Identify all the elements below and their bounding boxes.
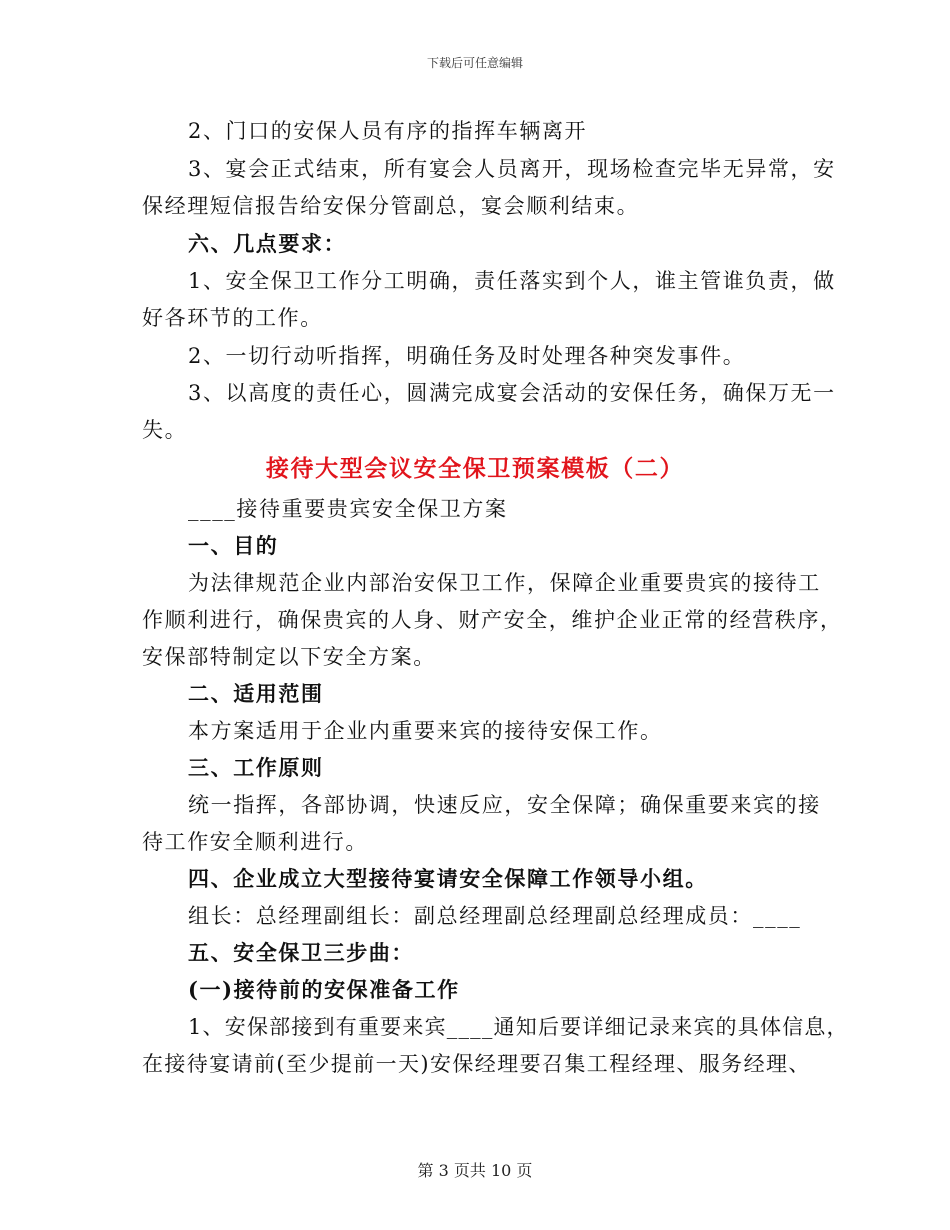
section-heading: 五、安全保卫三步曲： <box>188 940 414 965</box>
paragraph-line: 待工作安全顺利进行。 <box>142 830 368 854</box>
paragraph-line: 1、安全保卫工作分工明确，责任落实到个人，谁主管谁负责，做 <box>188 269 836 293</box>
section-heading: 六、几点要求： <box>188 231 347 256</box>
document-title: 接待大型会议安全保卫预案模板（二） <box>265 455 685 482</box>
section-heading: 二、适用范围 <box>188 681 324 706</box>
paragraph-line: 好各环节的工作。 <box>142 306 323 330</box>
paragraph-line: 在接待宴请前(至少提前一天)安保经理要召集工程经理、服务经理、 <box>142 1052 811 1076</box>
paragraph-line: 1、安保部接到有重要来宾____通知后要详细记录来宾的具体信息， <box>188 1015 849 1039</box>
paragraph-line: 组长：总经理副组长：副总经理副总经理副总经理成员：____ <box>188 904 802 928</box>
section-heading: 四、企业成立大型接待宴请安全保障工作领导小组。 <box>188 866 708 891</box>
page-footer: 第 3 页共 10 页 <box>417 1161 533 1180</box>
paragraph-line: 为法律规范企业内部治安保卫工作，保障企业重要贵宾的接待工 <box>188 571 821 595</box>
section-heading: 三、工作原则 <box>188 755 324 780</box>
paragraph-line: 3、以高度的责任心，圆满完成宴会活动的安保任务，确保万无一 <box>188 381 836 405</box>
paragraph-line: 3、宴会正式结束，所有宴会人员离开，现场检查完毕无异常，安 <box>188 157 836 181</box>
paragraph-line: 安保部特制定以下安全方案。 <box>142 645 436 669</box>
paragraph-line: 保经理短信报告给安保分管副总，宴会顺利结束。 <box>142 194 640 218</box>
paragraph-line: 2、门口的安保人员有序的指挥车辆离开 <box>188 119 588 143</box>
paragraph-line: 失。 <box>142 418 188 442</box>
paragraph-line: 本方案适用于企业内重要来宾的接待安保工作。 <box>188 719 663 743</box>
paragraph-line: ____接待重要贵宾安全保卫方案 <box>188 497 508 521</box>
section-heading: 一、目的 <box>188 533 279 558</box>
paragraph-line: 作顺利进行，确保贵宾的人身、财产安全，维护企业正常的经营秩序， <box>142 608 843 632</box>
paragraph-line: 2、一切行动听指挥，明确任务及时处理各种突发事件。 <box>188 344 746 368</box>
page-header: 下载后可任意编辑 <box>426 56 523 70</box>
subsection-heading: (一)接待前的安保准备工作 <box>188 977 460 1002</box>
paragraph-line: 统一指挥，各部协调，快速反应，安全保障；确保重要来宾的接 <box>188 793 821 817</box>
